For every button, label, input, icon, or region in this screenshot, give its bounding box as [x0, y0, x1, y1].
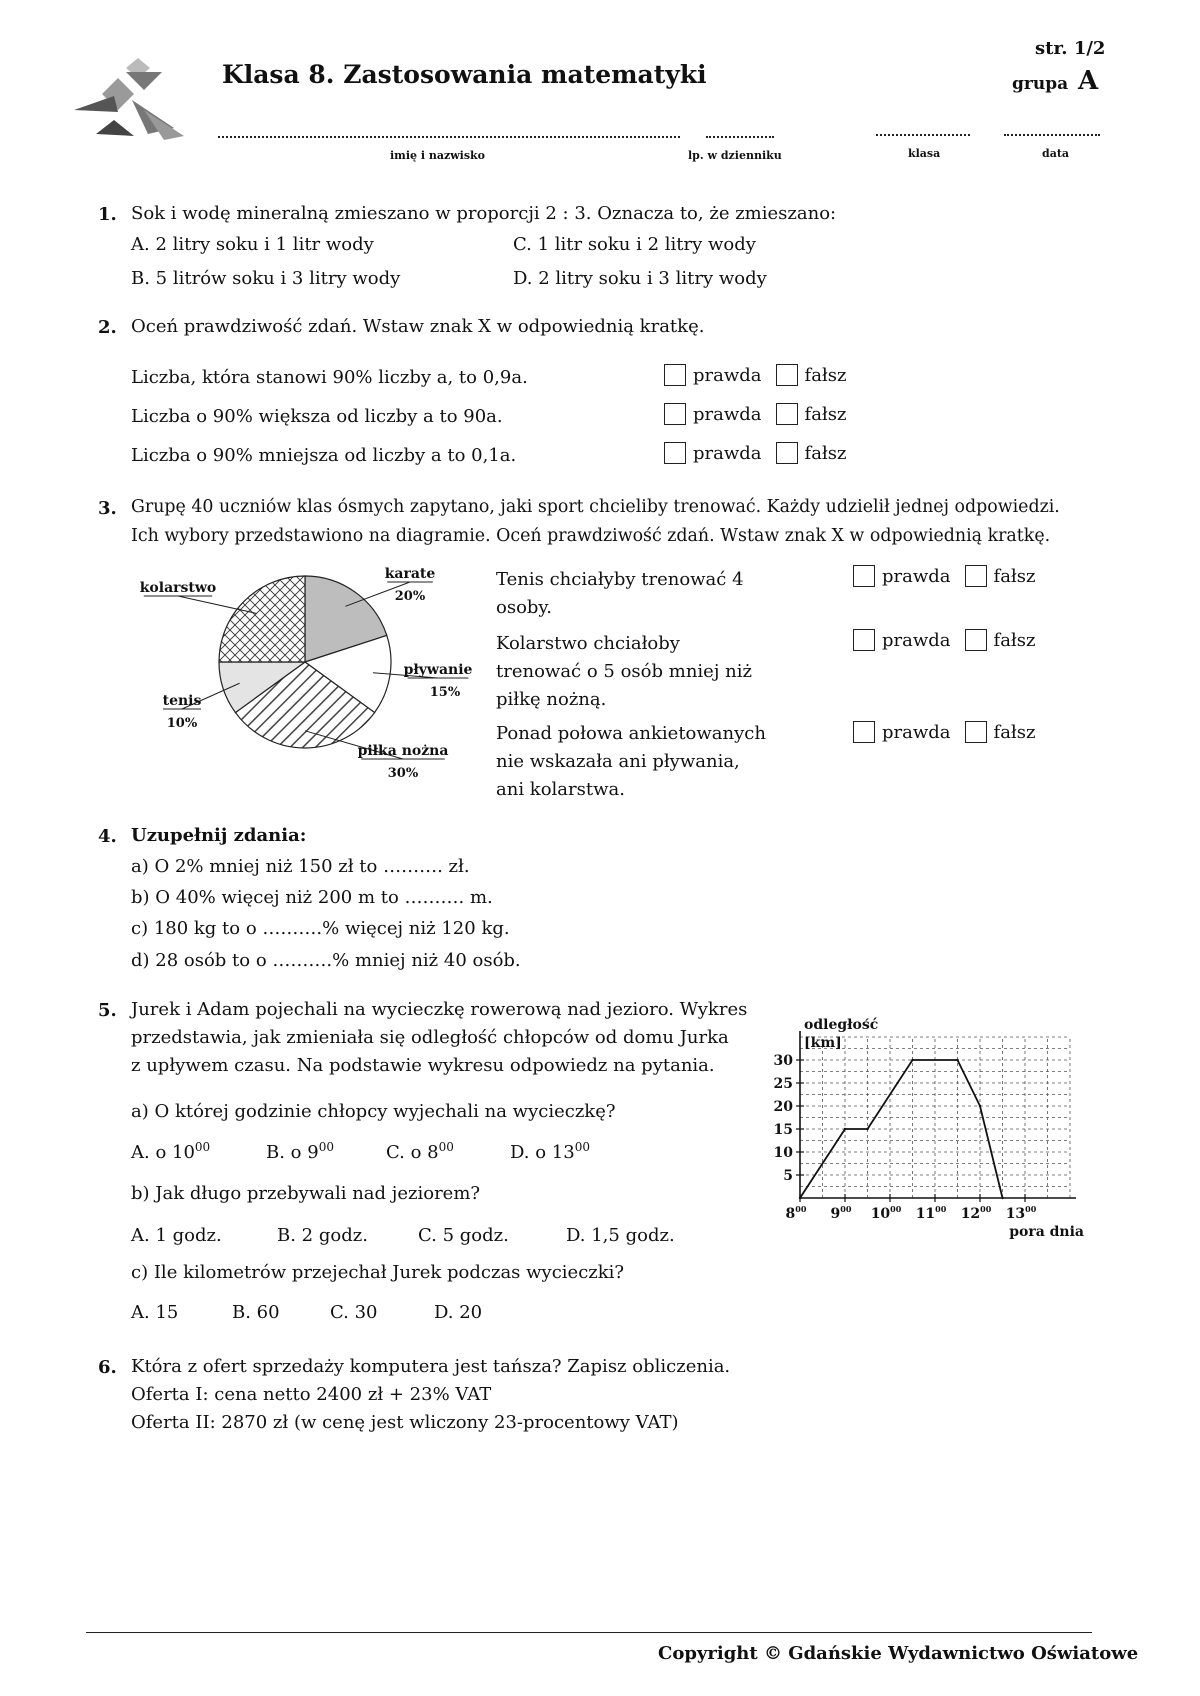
- option-text: B. o 9: [266, 1142, 319, 1163]
- distance-point: [799, 1197, 801, 1199]
- q6-line: Oferta I: cena netto 2400 zł + 23% VAT: [131, 1384, 492, 1405]
- q1-option-b[interactable]: B. 5 litrów soku i 3 litry wody: [131, 268, 401, 289]
- q5b-option-d[interactable]: D. 1,5 godz.: [566, 1225, 675, 1246]
- q3-statement: Ponad połowa ankietowanych nie wskazała ani pływania, ani kolarstwa.: [496, 723, 766, 800]
- q1-option-a[interactable]: A. 2 litry soku i 1 litr wody: [131, 234, 374, 255]
- option-text: A. o 10: [131, 1142, 195, 1163]
- q5b-option-c[interactable]: C. 5 godz.: [418, 1225, 509, 1246]
- q5-question-c: c) Ile kilometrów przejechał Jurek podczas wycieczki?: [131, 1262, 625, 1283]
- y-tick-label: 5: [783, 1168, 793, 1184]
- false-checkbox[interactable]: [776, 364, 798, 386]
- q5b-option-b[interactable]: B. 2 godz.: [277, 1225, 368, 1246]
- q5-number: 5.: [98, 1000, 117, 1021]
- false-checkbox[interactable]: [965, 629, 987, 651]
- q2-text: Oceń prawdziwość zdań. Wstaw znak X w odpowiednią kratkę.: [131, 316, 705, 337]
- q6-line: Oferta II: 2870 zł (w cenę jest wliczony 23-procentowy VAT): [131, 1412, 679, 1433]
- true-label: prawda: [882, 629, 951, 651]
- q2-tf-row: [664, 364, 846, 386]
- q3-statement: Kolarstwo chciałoby trenować o 5 osób mniej niż piłkę nożną.: [496, 633, 752, 710]
- q5-text-line: Jurek i Adam pojechali na wycieczkę rowerową nad jezioro. Wykres: [131, 999, 748, 1020]
- true-checkbox[interactable]: [664, 403, 686, 425]
- false-label: fałsz: [804, 403, 847, 425]
- class-field[interactable]: [876, 134, 970, 136]
- q2-statement: Liczba o 90% mniejsza od liczby a to 0,1a.: [131, 445, 517, 466]
- true-checkbox[interactable]: [853, 721, 875, 743]
- q1-option-d[interactable]: D. 2 litry soku i 3 litry wody: [513, 268, 767, 289]
- q5-text-line: z upływem czasu. Na podstawie wykresu odpowiedz na pytania.: [131, 1055, 715, 1076]
- class-caption: klasa: [908, 147, 941, 160]
- pie-chart: [120, 560, 490, 790]
- x-tick-label: $8^{00}$: [785, 1204, 807, 1222]
- date-field[interactable]: [1004, 134, 1100, 136]
- pie-value-label: 10%: [166, 716, 198, 731]
- false-label: fałsz: [804, 442, 847, 464]
- pie-value-label: 20%: [394, 589, 426, 604]
- q4-item: d) 28 osób to o ……….% mniej niż 40 osób.: [131, 950, 521, 971]
- x-tick-label: $12^{00}$: [960, 1204, 992, 1222]
- pie-label: karate: [384, 566, 436, 582]
- q2-statement: Liczba o 90% większa od liczby a to 90a.: [131, 406, 503, 427]
- page-title: Klasa 8. Zastosowania matematyki: [222, 60, 707, 89]
- distance-point: [1001, 1197, 1003, 1199]
- pie-label: pływanie: [403, 662, 473, 678]
- number-field[interactable]: [706, 136, 774, 138]
- footer-divider: [86, 1632, 1092, 1633]
- q5-question-b: b) Jak długo przebywali nad jeziorem?: [131, 1183, 481, 1204]
- q5c-option-d[interactable]: D. 20: [434, 1302, 483, 1323]
- q1-text: Sok i wodę mineralną zmieszano w proporcji 2 : 3. Oznacza to, że zmieszano:: [131, 203, 837, 224]
- x-tick-label: $10^{00}$: [870, 1204, 902, 1222]
- q3-text-line2: Ich wybory przedstawiono na diagramie. Oceń prawdziwość zdań. Wstaw znak X w odpowiednią kratkę.: [131, 526, 1051, 546]
- q5c-option-a[interactable]: A. 15: [131, 1302, 179, 1323]
- false-label: fałsz: [993, 565, 1036, 587]
- date-caption: data: [1042, 147, 1070, 160]
- q5a-option-b[interactable]: [266, 1140, 334, 1163]
- true-checkbox[interactable]: [853, 565, 875, 587]
- pie-label: piłka nożna: [357, 743, 449, 759]
- y-axis-unit: [km]: [804, 1035, 842, 1051]
- pie-value-label: 30%: [387, 766, 419, 781]
- q5b-option-a[interactable]: A. 1 godz.: [131, 1225, 222, 1246]
- q2-tf-row: [664, 403, 846, 425]
- group-label: grupa: [1012, 74, 1069, 94]
- q1-option-c[interactable]: C. 1 litr soku i 2 litry wody: [513, 234, 756, 255]
- group-letter: A: [1078, 66, 1099, 96]
- false-label: fałsz: [993, 721, 1036, 743]
- q2-statement: Liczba, która stanowi 90% liczby a, to 0,9a.: [131, 367, 528, 388]
- false-label: fałsz: [804, 364, 847, 386]
- false-checkbox[interactable]: [776, 403, 798, 425]
- q5-question-a: a) O której godzinie chłopcy wyjechali na wycieczkę?: [131, 1101, 616, 1122]
- q6-line: Która z ofert sprzedaży komputera jest tańsza? Zapisz obliczenia.: [131, 1356, 731, 1377]
- y-tick-label: 25: [773, 1076, 793, 1092]
- y-tick-label: 30: [773, 1053, 793, 1069]
- q2-number: 2.: [98, 317, 117, 338]
- q5a-option-d[interactable]: [510, 1140, 590, 1163]
- x-tick-label: $13^{00}$: [1005, 1204, 1037, 1222]
- false-checkbox[interactable]: [965, 721, 987, 743]
- distance-point: [844, 1128, 846, 1130]
- q2-tf-row: [664, 442, 846, 464]
- name-field[interactable]: [218, 136, 680, 138]
- y-axis-label: odległość: [804, 1017, 879, 1033]
- q4-number: 4.: [98, 826, 117, 847]
- q3-tf-row: [853, 721, 1035, 743]
- copyright: Copyright © Gdańskie Wydawnictwo Oświatowe: [658, 1643, 1139, 1664]
- q4-item: b) O 40% więcej niż 200 m to ………. m.: [131, 887, 493, 908]
- distance-point: [979, 1105, 981, 1107]
- pie-slice-kolarstwo: [219, 576, 305, 662]
- x-tick-label: $9^{00}$: [830, 1204, 852, 1222]
- q4-text: Uzupełnij zdania:: [131, 825, 307, 846]
- distance-point: [911, 1059, 913, 1061]
- true-label: prawda: [693, 403, 762, 425]
- q3-text-line1: Grupę 40 uczniów klas ósmych zapytano, jaki sport chcieliby trenować. Każdy udzielił jednej odpowiedzi.: [131, 497, 1060, 517]
- q5-text-line: przedstawia, jak zmieniała się odległość chłopców od domu Jurka: [131, 1027, 729, 1048]
- false-checkbox[interactable]: [965, 565, 987, 587]
- distance-line-chart: [770, 998, 1090, 1248]
- option-text: C. o 8: [386, 1142, 439, 1163]
- q5c-option-b[interactable]: B. 60: [232, 1302, 280, 1323]
- q5a-option-a[interactable]: [131, 1140, 210, 1163]
- q1-number: 1.: [98, 204, 117, 225]
- page-number: str. 1/2: [1035, 38, 1106, 59]
- pie-label: tenis: [162, 693, 202, 709]
- pie-label: kolarstwo: [139, 580, 217, 596]
- true-label: prawda: [882, 565, 951, 587]
- name-caption: imię i nazwisko: [390, 149, 486, 162]
- publisher-logo: [74, 54, 184, 146]
- q4-item: c) 180 kg to o ……….% więcej niż 120 kg.: [131, 918, 510, 939]
- true-checkbox[interactable]: [664, 442, 686, 464]
- q3-number: 3.: [98, 498, 117, 519]
- distance-point: [866, 1128, 868, 1130]
- y-tick-label: 20: [773, 1099, 793, 1115]
- q5a-option-c[interactable]: [386, 1140, 454, 1163]
- distance-point: [956, 1059, 958, 1061]
- x-axis-label: pora dnia: [1009, 1224, 1084, 1240]
- q3-statement: Tenis chciałyby trenować 4 osoby.: [496, 569, 744, 618]
- true-label: prawda: [693, 442, 762, 464]
- option-sup: 00: [318, 1140, 334, 1154]
- q5c-option-c[interactable]: C. 30: [330, 1302, 378, 1323]
- option-sup: 00: [438, 1140, 454, 1154]
- false-checkbox[interactable]: [776, 442, 798, 464]
- option-sup: 00: [574, 1140, 590, 1154]
- true-checkbox[interactable]: [664, 364, 686, 386]
- q3-tf-row: [853, 629, 1035, 651]
- option-sup: 00: [194, 1140, 211, 1154]
- true-label: prawda: [882, 721, 951, 743]
- q6-number: 6.: [98, 1357, 117, 1378]
- q3-tf-row: [853, 565, 1035, 587]
- option-text: D. o 13: [510, 1142, 575, 1163]
- x-tick-label: $11^{00}$: [915, 1204, 947, 1222]
- q4-item: a) O 2% mniej niż 150 zł to ………. zł.: [131, 856, 470, 877]
- number-caption: lp. w dzienniku: [688, 149, 782, 162]
- y-tick-label: 15: [773, 1122, 793, 1138]
- true-label: prawda: [693, 364, 762, 386]
- pie-value-label: 15%: [429, 685, 461, 700]
- false-label: fałsz: [993, 629, 1036, 651]
- y-tick-label: 10: [773, 1145, 793, 1161]
- true-checkbox[interactable]: [853, 629, 875, 651]
